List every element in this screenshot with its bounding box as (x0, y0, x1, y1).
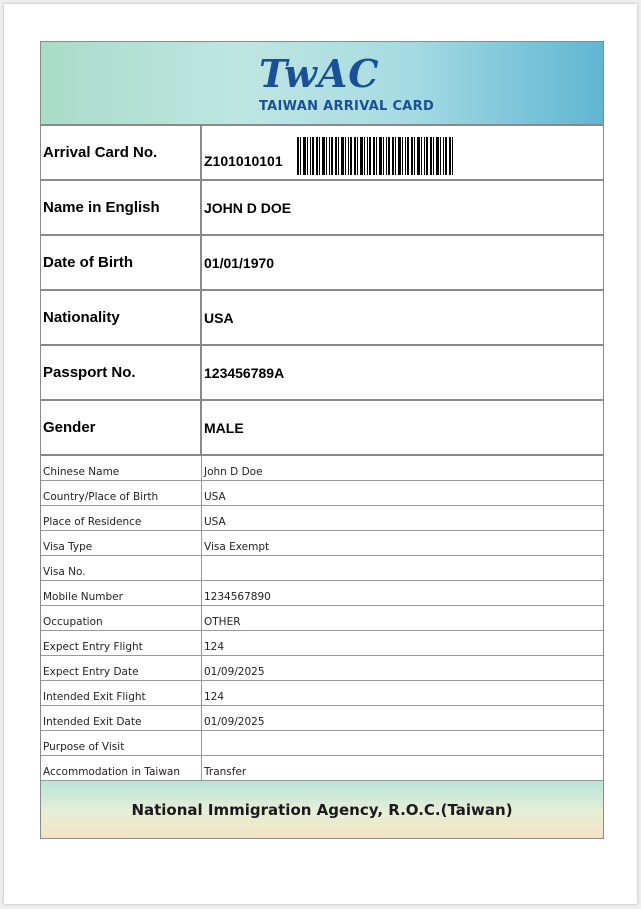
detail-label: Country/Place of Birth (41, 481, 202, 505)
detail-label: Intended Exit Date (41, 706, 202, 730)
detail-value: USA (204, 491, 226, 503)
detail-row-visa-type (41, 531, 603, 556)
detail-label: Place of Residence (41, 506, 202, 530)
detail-value: OTHER (204, 616, 241, 628)
detail-row-birth-place (41, 481, 603, 506)
agency-name: National Immigration Agency, R.O.C.(Taiwan) (131, 800, 513, 819)
detail-value: 01/09/2025 (204, 666, 265, 678)
detail-label: Expect Entry Date (41, 656, 202, 680)
detail-label: Accommodation in Taiwan (41, 756, 202, 780)
detail-label: Purpose of Visit (41, 731, 202, 755)
field-row-passport (41, 346, 603, 401)
card-subtitle: TAIWAN ARRIVAL CARD (259, 99, 435, 114)
detail-value: John D Doe (204, 466, 263, 478)
card-footer (41, 781, 603, 838)
field-label: Nationality (41, 291, 202, 344)
twac-logo: TwAC (259, 51, 380, 96)
detail-row-visa-no (41, 556, 603, 581)
field-value: USA (204, 309, 234, 326)
barcode-icon (297, 137, 455, 175)
arrival-card-row (41, 126, 603, 181)
detail-row-residence (41, 506, 603, 531)
field-label: Date of Birth (41, 236, 202, 289)
detail-row-occupation (41, 606, 603, 631)
field-value (202, 126, 603, 179)
detail-value (202, 556, 603, 580)
field-value: 123456789A (204, 364, 285, 381)
detail-row-mobile (41, 581, 603, 606)
arrival-card-number: Z101010101 (204, 153, 283, 169)
detail-value: Visa Exempt (204, 541, 270, 553)
detail-value: 01/09/2025 (204, 716, 265, 728)
detail-row-accommodation (41, 756, 603, 781)
detail-label: Mobile Number (41, 581, 202, 605)
detail-row-exit-date (41, 706, 603, 731)
detail-row-entry-flight (41, 631, 603, 656)
detail-row-exit-flight (41, 681, 603, 706)
detail-label: Chinese Name (41, 456, 202, 480)
field-row-gender (41, 401, 603, 456)
field-label: Gender (41, 401, 202, 454)
field-value: 01/01/1970 (204, 254, 275, 271)
detail-label: Visa Type (41, 531, 202, 555)
detail-label: Intended Exit Flight (41, 681, 202, 705)
detail-label: Visa No. (41, 556, 202, 580)
field-value: MALE (204, 419, 244, 436)
document-page (4, 4, 637, 904)
field-label: Arrival Card No. (41, 126, 202, 179)
detail-value: 1234567890 (204, 591, 271, 603)
field-value: JOHN D DOE (204, 199, 292, 216)
detail-value: USA (204, 516, 226, 528)
detail-label: Occupation (41, 606, 202, 630)
detail-value: 124 (204, 691, 225, 703)
detail-value: 124 (204, 641, 225, 653)
card-header (41, 42, 603, 126)
arrival-card (40, 41, 604, 839)
detail-row-chinese-name (41, 456, 603, 481)
field-row-name (41, 181, 603, 236)
detail-label: Expect Entry Flight (41, 631, 202, 655)
detail-row-purpose (41, 731, 603, 756)
field-row-nationality (41, 291, 603, 346)
detail-row-entry-date (41, 656, 603, 681)
detail-value (202, 731, 603, 755)
detail-value: Transfer (204, 766, 247, 778)
field-label: Passport No. (41, 346, 202, 399)
field-label: Name in English (41, 181, 202, 234)
field-row-dob (41, 236, 603, 291)
